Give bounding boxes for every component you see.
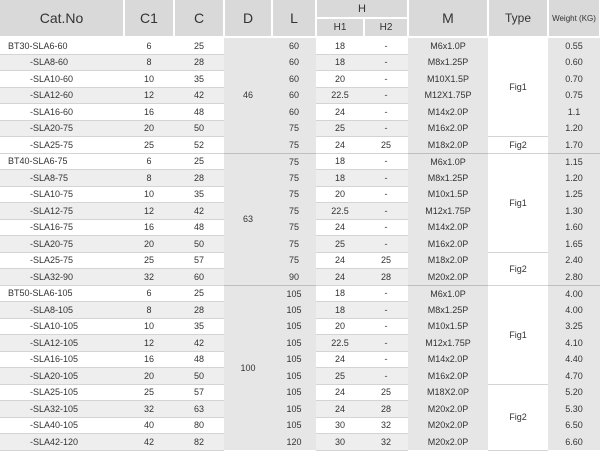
c-cell: 60 (174, 269, 224, 286)
h2-cell: 32 (364, 417, 408, 434)
c-cell: 28 (174, 170, 224, 187)
cat-no-cell: -SLA16-105 (0, 351, 124, 368)
cat-no-cell: -SLA10-75 (0, 186, 124, 203)
l-cell: 60 (272, 71, 316, 88)
type-cell: Fig1 (488, 37, 548, 137)
spec-table-body (0, 37, 600, 450)
l-cell: 75 (272, 236, 316, 253)
c-cell: 25 (174, 37, 224, 54)
m-cell: M18X2.0P (408, 384, 488, 401)
c1-cell: 16 (124, 219, 174, 236)
cat-no-cell: BT40-SLA6-75 (0, 153, 124, 170)
c-cell: 28 (174, 302, 224, 319)
h2-cell: - (364, 120, 408, 137)
c-cell: 42 (174, 335, 224, 352)
l-cell: 105 (272, 401, 316, 418)
l-cell: 120 (272, 434, 316, 451)
weight-cell: 1.20 (548, 170, 600, 187)
c-cell: 42 (174, 203, 224, 220)
l-cell: 60 (272, 37, 316, 54)
m-cell: M10x1.5P (408, 318, 488, 335)
l-cell: 75 (272, 252, 316, 269)
weight-cell: 0.70 (548, 71, 600, 88)
c-cell: 28 (174, 54, 224, 71)
h1-cell: 24 (316, 384, 364, 401)
h2-cell: - (364, 170, 408, 187)
c1-cell: 12 (124, 203, 174, 220)
l-cell: 105 (272, 417, 316, 434)
c1-cell: 12 (124, 87, 174, 104)
h2-cell: - (364, 335, 408, 352)
l-cell: 105 (272, 318, 316, 335)
l-cell: 105 (272, 335, 316, 352)
header-c1: C1 (124, 0, 174, 37)
cat-no-cell: -SLA40-105 (0, 417, 124, 434)
h1-cell: 24 (316, 104, 364, 121)
cat-no-cell: -SLA25-75 (0, 137, 124, 154)
c-cell: 48 (174, 104, 224, 121)
cat-no-cell: -SLA8-60 (0, 54, 124, 71)
cat-no-cell: BT30-SLA6-60 (0, 37, 124, 54)
m-cell: M8x1.25P (408, 302, 488, 319)
c1-cell: 8 (124, 170, 174, 187)
h2-cell: 28 (364, 269, 408, 286)
weight-cell: 1.15 (548, 153, 600, 170)
c1-cell: 16 (124, 351, 174, 368)
type-cell: Fig1 (488, 285, 548, 384)
cat-no-cell: -SLA12-60 (0, 87, 124, 104)
c-cell: 50 (174, 120, 224, 137)
c-cell: 35 (174, 71, 224, 88)
h2-cell: - (364, 236, 408, 253)
l-cell: 60 (272, 87, 316, 104)
h1-cell: 18 (316, 170, 364, 187)
h2-cell: 25 (364, 252, 408, 269)
weight-cell: 6.50 (548, 417, 600, 434)
l-cell: 60 (272, 104, 316, 121)
h1-cell: 18 (316, 37, 364, 54)
c1-cell: 6 (124, 37, 174, 54)
l-cell: 105 (272, 285, 316, 302)
h2-cell: 25 (364, 137, 408, 154)
m-cell: M18x2.0P (408, 137, 488, 154)
c1-cell: 20 (124, 236, 174, 253)
type-cell: Fig1 (488, 153, 548, 252)
c1-cell: 32 (124, 401, 174, 418)
c1-cell: 25 (124, 137, 174, 154)
c1-cell: 42 (124, 434, 174, 451)
header-m: M (408, 0, 488, 37)
h1-cell: 24 (316, 219, 364, 236)
m-cell: M6x1.0P (408, 285, 488, 302)
cat-no-cell: -SLA12-75 (0, 203, 124, 220)
l-cell: 90 (272, 269, 316, 286)
h2-cell: - (364, 368, 408, 385)
l-cell: 105 (272, 302, 316, 319)
weight-cell: 4.40 (548, 351, 600, 368)
table-row (0, 137, 600, 154)
cat-no-cell: -SLA8-75 (0, 170, 124, 187)
l-cell: 75 (272, 153, 316, 170)
header-cat-no: Cat.No (0, 0, 124, 37)
h2-cell: - (364, 104, 408, 121)
m-cell: M14x2.0P (408, 104, 488, 121)
l-cell: 105 (272, 368, 316, 385)
l-cell: 75 (272, 120, 316, 137)
header-h1: H1 (316, 18, 364, 37)
h1-cell: 18 (316, 153, 364, 170)
h1-cell: 24 (316, 269, 364, 286)
weight-cell: 5.30 (548, 401, 600, 418)
c1-cell: 20 (124, 120, 174, 137)
h2-cell: 25 (364, 384, 408, 401)
d-cell: 46 (224, 37, 272, 153)
h1-cell: 24 (316, 401, 364, 418)
l-cell: 75 (272, 203, 316, 220)
c1-cell: 6 (124, 285, 174, 302)
type-cell: Fig2 (488, 384, 548, 450)
h1-cell: 24 (316, 351, 364, 368)
c-cell: 57 (174, 384, 224, 401)
c-cell: 82 (174, 434, 224, 451)
c-cell: 57 (174, 252, 224, 269)
h1-cell: 18 (316, 285, 364, 302)
c1-cell: 25 (124, 384, 174, 401)
table-row (0, 285, 600, 302)
cat-no-cell: -SLA32-105 (0, 401, 124, 418)
cat-no-cell: -SLA8-105 (0, 302, 124, 319)
table-row (0, 153, 600, 170)
weight-cell: 0.60 (548, 54, 600, 71)
c-cell: 63 (174, 401, 224, 418)
type-cell: Fig2 (488, 137, 548, 154)
m-cell: M8x1.25P (408, 170, 488, 187)
m-cell: M6x1.0P (408, 37, 488, 54)
m-cell: M14x2.0P (408, 219, 488, 236)
cat-no-cell: -SLA20-75 (0, 120, 124, 137)
header-weight: Weight (KG) (548, 0, 600, 37)
h1-cell: 25 (316, 120, 364, 137)
c-cell: 35 (174, 318, 224, 335)
c-cell: 48 (174, 351, 224, 368)
weight-cell: 4.70 (548, 368, 600, 385)
c1-cell: 16 (124, 104, 174, 121)
m-cell: M10X1.5P (408, 71, 488, 88)
h1-cell: 25 (316, 236, 364, 253)
l-cell: 60 (272, 54, 316, 71)
weight-cell: 1.60 (548, 219, 600, 236)
c-cell: 80 (174, 417, 224, 434)
weight-cell: 4.10 (548, 335, 600, 352)
l-cell: 75 (272, 170, 316, 187)
m-cell: M16x2.0P (408, 368, 488, 385)
weight-cell: 0.75 (548, 87, 600, 104)
h1-cell: 22.5 (316, 87, 364, 104)
h2-cell: - (364, 351, 408, 368)
cat-no-cell: BT50-SLA6-105 (0, 285, 124, 302)
c1-cell: 10 (124, 186, 174, 203)
m-cell: M20x2.0P (408, 417, 488, 434)
h2-cell: - (364, 87, 408, 104)
cat-no-cell: -SLA20-75 (0, 236, 124, 253)
h2-cell: - (364, 318, 408, 335)
m-cell: M6x1.0P (408, 153, 488, 170)
header-l: L (272, 0, 316, 37)
c1-cell: 20 (124, 368, 174, 385)
weight-cell: 1.30 (548, 203, 600, 220)
h1-cell: 18 (316, 54, 364, 71)
h2-cell: - (364, 302, 408, 319)
l-cell: 75 (272, 219, 316, 236)
h2-cell: - (364, 54, 408, 71)
table-row (0, 384, 600, 401)
c-cell: 50 (174, 368, 224, 385)
h2-cell: 32 (364, 434, 408, 451)
c1-cell: 6 (124, 153, 174, 170)
h1-cell: 24 (316, 137, 364, 154)
h2-cell: - (364, 203, 408, 220)
m-cell: M20x2.0P (408, 434, 488, 451)
cat-no-cell: -SLA42-120 (0, 434, 124, 451)
weight-cell: 4.00 (548, 302, 600, 319)
header-c: C (174, 0, 224, 37)
m-cell: M14x2.0P (408, 351, 488, 368)
c-cell: 35 (174, 186, 224, 203)
weight-cell: 3.25 (548, 318, 600, 335)
c-cell: 42 (174, 87, 224, 104)
m-cell: M20x2.0P (408, 269, 488, 286)
h2-cell: 28 (364, 401, 408, 418)
d-cell: 100 (224, 285, 272, 450)
c1-cell: 10 (124, 71, 174, 88)
c-cell: 48 (174, 219, 224, 236)
c-cell: 50 (174, 236, 224, 253)
h1-cell: 25 (316, 368, 364, 385)
h1-cell: 22.5 (316, 203, 364, 220)
m-cell: M16x2.0P (408, 236, 488, 253)
weight-cell: 0.55 (548, 37, 600, 54)
cat-no-cell: -SLA32-90 (0, 269, 124, 286)
c1-cell: 8 (124, 302, 174, 319)
header-h: H (316, 0, 408, 18)
h1-cell: 18 (316, 302, 364, 319)
weight-cell: 1.65 (548, 236, 600, 253)
table-row (0, 252, 600, 269)
h1-cell: 30 (316, 434, 364, 451)
c1-cell: 25 (124, 252, 174, 269)
h1-cell: 24 (316, 252, 364, 269)
d-cell: 63 (224, 153, 272, 285)
c-cell: 25 (174, 153, 224, 170)
h1-cell: 20 (316, 318, 364, 335)
h2-cell: - (364, 153, 408, 170)
weight-cell: 1.1 (548, 104, 600, 121)
h2-cell: - (364, 37, 408, 54)
m-cell: M12X1.75P (408, 87, 488, 104)
weight-cell: 2.80 (548, 269, 600, 286)
weight-cell: 2.40 (548, 252, 600, 269)
c1-cell: 32 (124, 269, 174, 286)
c-cell: 52 (174, 137, 224, 154)
weight-cell: 1.20 (548, 120, 600, 137)
m-cell: M12x1.75P (408, 335, 488, 352)
c1-cell: 40 (124, 417, 174, 434)
cat-no-cell: -SLA12-105 (0, 335, 124, 352)
m-cell: M18x2.0P (408, 252, 488, 269)
m-cell: M10x1.5P (408, 186, 488, 203)
m-cell: M16x2.0P (408, 120, 488, 137)
m-cell: M20x2.0P (408, 401, 488, 418)
h1-cell: 30 (316, 417, 364, 434)
weight-cell: 4.00 (548, 285, 600, 302)
cat-no-cell: -SLA25-75 (0, 252, 124, 269)
header-type: Type (488, 0, 548, 37)
c1-cell: 10 (124, 318, 174, 335)
weight-cell: 1.25 (548, 186, 600, 203)
m-cell: M12x1.75P (408, 203, 488, 220)
cat-no-cell: -SLA20-105 (0, 368, 124, 385)
l-cell: 105 (272, 351, 316, 368)
l-cell: 105 (272, 384, 316, 401)
table-row (0, 37, 600, 54)
weight-cell: 1.70 (548, 137, 600, 154)
weight-cell: 5.20 (548, 384, 600, 401)
c1-cell: 8 (124, 54, 174, 71)
h2-cell: - (364, 285, 408, 302)
h2-cell: - (364, 219, 408, 236)
h1-cell: 20 (316, 71, 364, 88)
c-cell: 25 (174, 285, 224, 302)
l-cell: 75 (272, 186, 316, 203)
weight-cell: 6.60 (548, 434, 600, 451)
h1-cell: 22.5 (316, 335, 364, 352)
cat-no-cell: -SLA16-75 (0, 219, 124, 236)
h1-cell: 20 (316, 186, 364, 203)
header-d: D (224, 0, 272, 37)
c1-cell: 12 (124, 335, 174, 352)
l-cell: 75 (272, 137, 316, 154)
h2-cell: - (364, 71, 408, 88)
h2-cell: - (364, 186, 408, 203)
header-h2: H2 (364, 18, 408, 37)
cat-no-cell: -SLA10-60 (0, 71, 124, 88)
cat-no-cell: -SLA16-60 (0, 104, 124, 121)
cat-no-cell: -SLA25-105 (0, 384, 124, 401)
cat-no-cell: -SLA10-105 (0, 318, 124, 335)
type-cell: Fig2 (488, 252, 548, 285)
m-cell: M8x1.25P (408, 54, 488, 71)
